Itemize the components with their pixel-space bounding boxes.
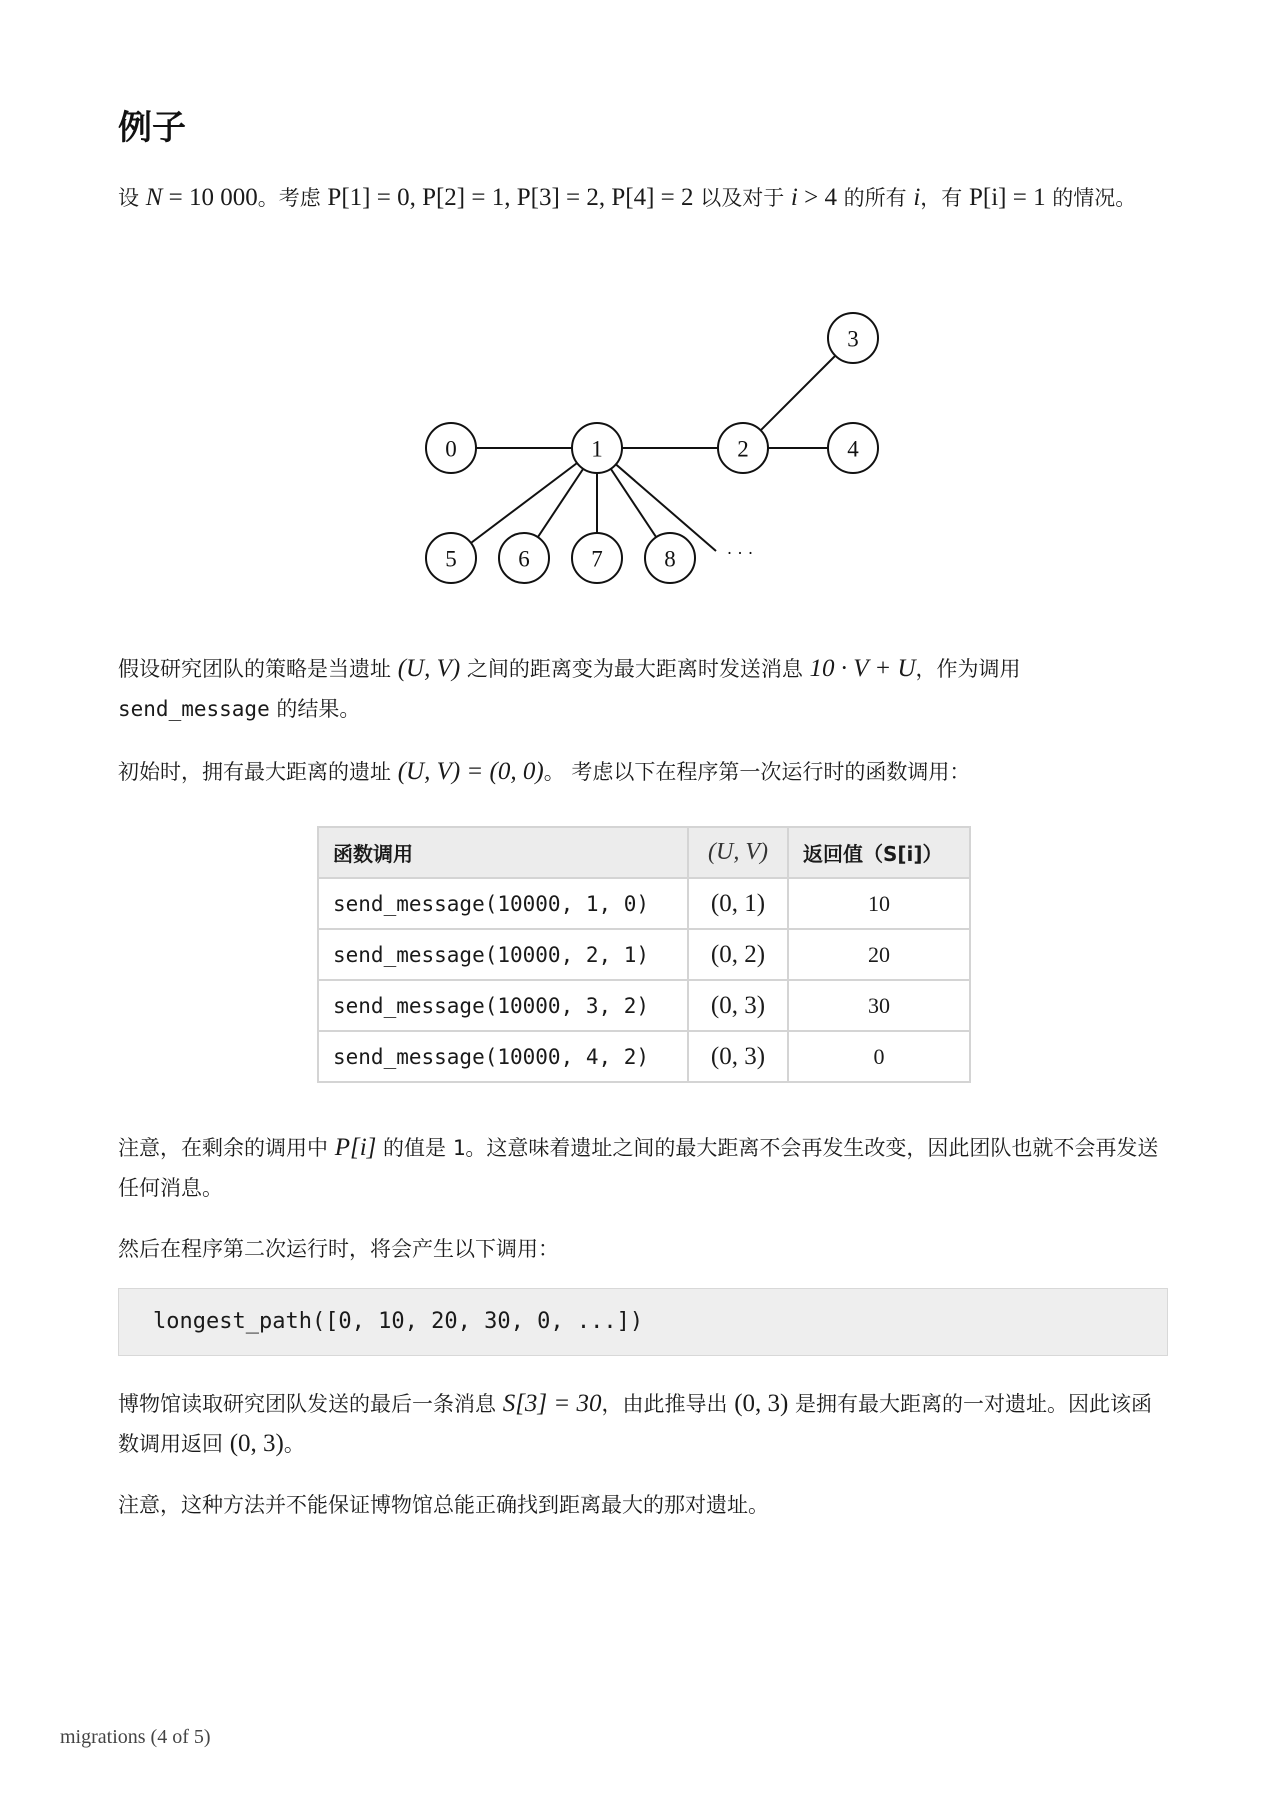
node-4-label: 4 bbox=[847, 436, 859, 462]
table-header-row bbox=[318, 827, 970, 878]
cell-uv: (0, 2) bbox=[688, 929, 788, 980]
strategy-text-1: 假设研究团队的策略是当遗址 bbox=[118, 657, 398, 681]
conclusion-paragraph bbox=[118, 1384, 1168, 1464]
cell-call: send_message(10000, 2, 1) bbox=[318, 929, 688, 980]
node-ellipsis: · · · bbox=[726, 543, 754, 563]
node-5-label: 5 bbox=[445, 546, 457, 572]
intro-text-6: 的情况。 bbox=[1045, 186, 1137, 210]
note1-text-3: 。这意味着遗址之间的最大距离不会再发生改变，因此团队也就不会再发送任何消息。 bbox=[118, 1136, 1159, 1200]
cell-return: 0 bbox=[788, 1031, 970, 1082]
initial-text-2: 。 考虑以下在程序第一次运行时的函数调用： bbox=[543, 760, 971, 784]
code-block-text: longest_path([0, 10, 20, 30, 0, ...]) bbox=[153, 1309, 644, 1334]
note1-text-2: 的值是 bbox=[376, 1136, 453, 1160]
node-0-label: 0 bbox=[445, 436, 457, 462]
node-2-label: 2 bbox=[737, 436, 749, 462]
conclusion-math-return: (0, 3) bbox=[229, 1430, 284, 1457]
node-6-label: 6 bbox=[518, 546, 530, 572]
table-row bbox=[318, 878, 970, 929]
note2-paragraph: 注意，这种方法并不能保证博物馆总能正确找到距离最大的那对遗址。 bbox=[118, 1493, 769, 1517]
cell-uv: (0, 3) bbox=[688, 1031, 788, 1082]
intro-text-1: 设 bbox=[118, 186, 146, 210]
intro-math-n: N bbox=[145, 184, 163, 211]
intro-text-2: 。考虑 bbox=[257, 186, 328, 210]
initial-math-uv: (U, V) = (0, 0) bbox=[397, 758, 544, 785]
intro-math-i: i bbox=[790, 184, 798, 211]
intro-math-p-values: P[1] = 0, P[2] = 1, P[3] = 2, P[4] = 2 bbox=[327, 184, 694, 211]
header-function-call: 函数调用 bbox=[318, 827, 688, 878]
header-return-value: 返回值（S[i]） bbox=[788, 827, 970, 878]
cell-return: 10 bbox=[788, 878, 970, 929]
tree-diagram bbox=[408, 305, 1008, 605]
code-block bbox=[118, 1288, 1168, 1356]
strategy-text-3: ，作为调用 bbox=[915, 657, 1021, 681]
cell-uv: (0, 3) bbox=[688, 980, 788, 1031]
table-row bbox=[318, 980, 970, 1031]
intro-paragraph bbox=[118, 178, 1168, 218]
intro-text-4: 的所有 bbox=[836, 186, 914, 210]
intro-math-n-value: = 10 000 bbox=[162, 184, 258, 211]
note1-code-one: 1 bbox=[452, 1136, 466, 1160]
strategy-text-2: 之间的距离变为最大距离时发送消息 bbox=[460, 657, 810, 681]
calls-table bbox=[317, 826, 971, 1083]
table-row bbox=[318, 929, 970, 980]
node-8-label: 8 bbox=[664, 546, 676, 572]
intro-math-i-2: i bbox=[913, 184, 921, 211]
tree-diagram-svg bbox=[408, 305, 1008, 605]
strategy-text-4: 的结果。 bbox=[269, 697, 361, 721]
intro-text-3: 以及对于 bbox=[693, 186, 791, 210]
strategy-math-message: 10 · V + U bbox=[809, 655, 916, 682]
conclusion-math-pair: (0, 3) bbox=[734, 1390, 789, 1417]
node-3-label: 3 bbox=[847, 326, 859, 352]
strategy-paragraph bbox=[118, 649, 1168, 729]
conclusion-text-4: 。 bbox=[283, 1432, 305, 1456]
cell-call: send_message(10000, 1, 0) bbox=[318, 878, 688, 929]
header-uv: (U, V) bbox=[688, 827, 788, 878]
intro-text-5: ，有 bbox=[920, 186, 969, 210]
conclusion-text-1: 博物馆读取研究团队发送的最后一条消息 bbox=[118, 1392, 503, 1416]
initial-text-1: 初始时，拥有最大距离的遗址 bbox=[118, 760, 398, 784]
initial-paragraph bbox=[118, 752, 1168, 792]
second-run-paragraph: 然后在程序第二次运行时，将会产生以下调用： bbox=[118, 1237, 559, 1261]
strategy-math-uv: (U, V) bbox=[397, 655, 461, 682]
note1-math-pi: P[i] bbox=[334, 1134, 377, 1161]
node-1-label: 1 bbox=[591, 436, 603, 462]
strategy-code-send-message: send_message bbox=[118, 697, 270, 721]
note1-paragraph bbox=[118, 1128, 1168, 1208]
cell-uv: (0, 1) bbox=[688, 878, 788, 929]
table-row bbox=[318, 1031, 970, 1082]
intro-math-pi: P[i] = 1 bbox=[968, 184, 1046, 211]
note1-text-1: 注意，在剩余的调用中 bbox=[118, 1136, 335, 1160]
conclusion-text-2: ，由此推导出 bbox=[601, 1392, 735, 1416]
conclusion-text-3: 是拥有最大距离的一对遗址。因此该函数调用返回 bbox=[118, 1392, 1153, 1456]
conclusion-math-s3: S[3] = 30 bbox=[502, 1390, 602, 1417]
page-footer: migrations (4 of 5) bbox=[60, 1726, 211, 1748]
cell-return: 20 bbox=[788, 929, 970, 980]
cell-call: send_message(10000, 3, 2) bbox=[318, 980, 688, 1031]
cell-return: 30 bbox=[788, 980, 970, 1031]
cell-call: send_message(10000, 4, 2) bbox=[318, 1031, 688, 1082]
intro-math-gt4: > 4 bbox=[797, 184, 837, 211]
section-title: 例子 bbox=[118, 108, 186, 148]
node-7-label: 7 bbox=[591, 546, 603, 572]
